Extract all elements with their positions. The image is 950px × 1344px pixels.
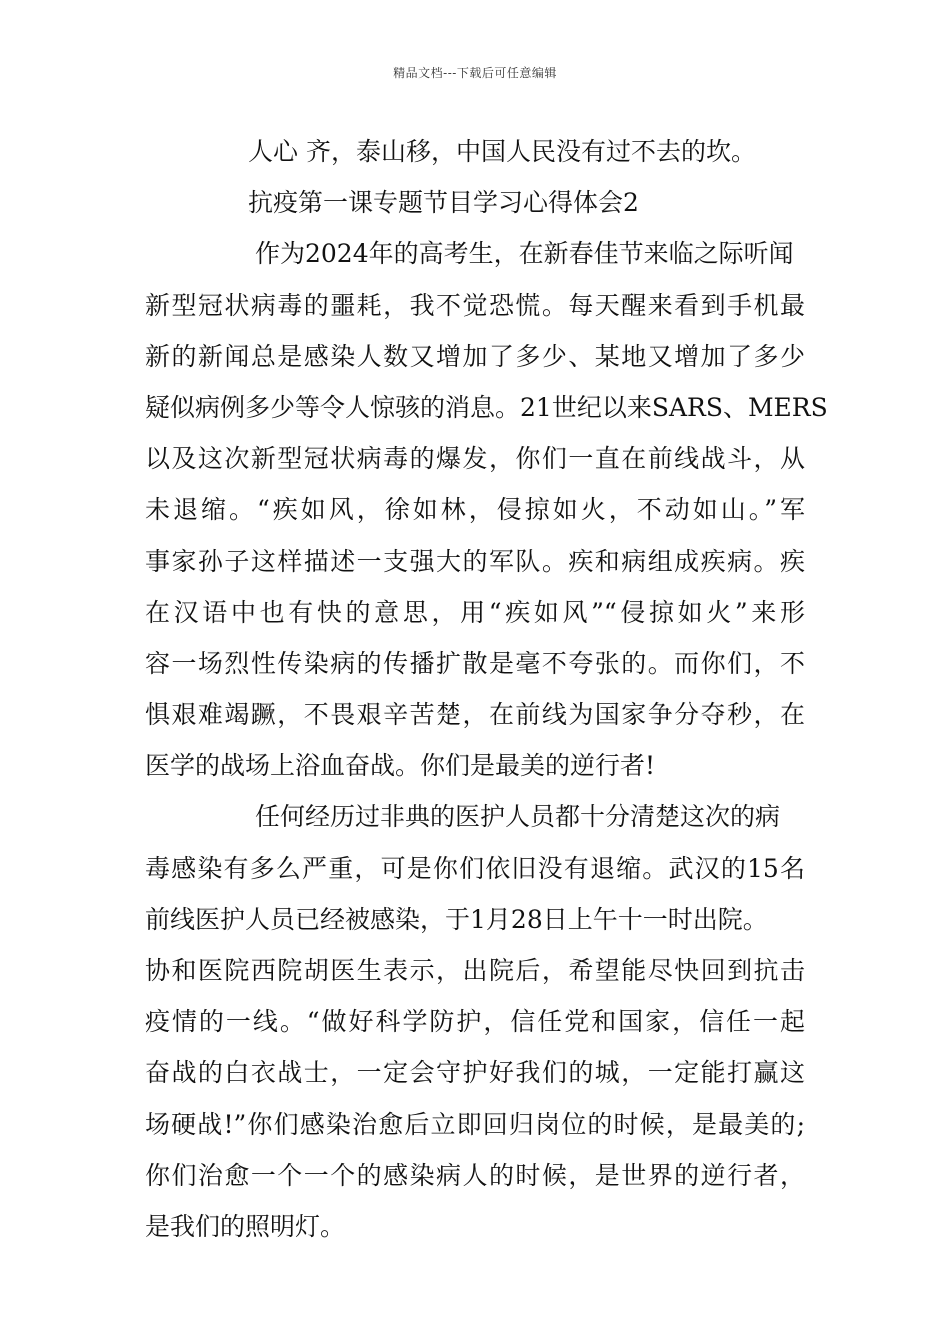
text-line: 以及这次新型冠状病毒的爆发，你们一直在前线战斗，从 — [145, 444, 805, 474]
text-line: 惧艰难竭蹶，不畏艰辛苦楚，在前线为国家争分夺秒，在 — [145, 700, 805, 730]
text-line: 毒感染有多么严重，可是你们依旧没有退缩。武汉的15名 — [145, 853, 805, 883]
page-header: 精品文档---下载后可任意编辑 — [393, 66, 557, 80]
section-title: 抗疫第一课专题节目学习心得体会2 — [248, 188, 639, 218]
text-line: 协和医院西院胡医生表示，出院后，希望能尽快回到抗击 — [145, 956, 805, 985]
text-line: 容一场烈性传染病的传播扩散是毫不夸张的。而你们，不 — [145, 648, 805, 678]
paragraph-end-line: 医学的战场上浴血奋战。你们是最美的逆行者! — [145, 751, 656, 781]
text-line: 场硬战!”你们感染治愈后立即回归岗位的时候，是最美的; — [145, 1109, 805, 1139]
paragraph-start-line: 作为2024年的高考生，在新春佳节来临之际听闻 — [255, 239, 794, 269]
text-line: 疑似病例多少等令人惊骇的消息。21世纪以来SARS、MERS — [145, 392, 828, 422]
document-body — [145, 126, 828, 1252]
paragraph-end-line: 是我们的照明灯。 — [145, 1211, 346, 1241]
paragraph-start-line: 任何经历过非典的医护人员都十分清楚这次的病 — [255, 802, 781, 832]
text-line: 你们治愈一个一个的感染病人的时候，是世界的逆行者， — [145, 1160, 805, 1190]
text-line: 事家孙子这样描述一支强大的军队。疾和病组成疾病。疾 — [145, 546, 805, 576]
text-line: 前线医护人员已经被感染，于1月28日上午十一时出院。 — [145, 904, 768, 934]
text-line: 奋战的白衣战士，一定会守护好我们的城，一定能打赢这 — [145, 1058, 805, 1088]
text-line: 在汉语中也有快的意思，用“疾如风”“侵掠如火”来形 — [145, 597, 805, 627]
text-line: 新的新闻总是感染人数又增加了多少、某地又增加了多少 — [145, 341, 805, 371]
text-line: 新型冠状病毒的噩耗，我不觉恐慌。每天醒来看到手机最 — [145, 290, 805, 320]
text-line: 未退缩。“疾如风，徐如林，侵掠如火，不动如山。”军 — [145, 495, 805, 525]
text-line: 人心 齐，泰山移，中国人民没有过不去的坎。 — [248, 137, 756, 166]
text-line: 疫情的一线。“做好科学防护，信任党和国家，信任一起 — [145, 1007, 805, 1037]
